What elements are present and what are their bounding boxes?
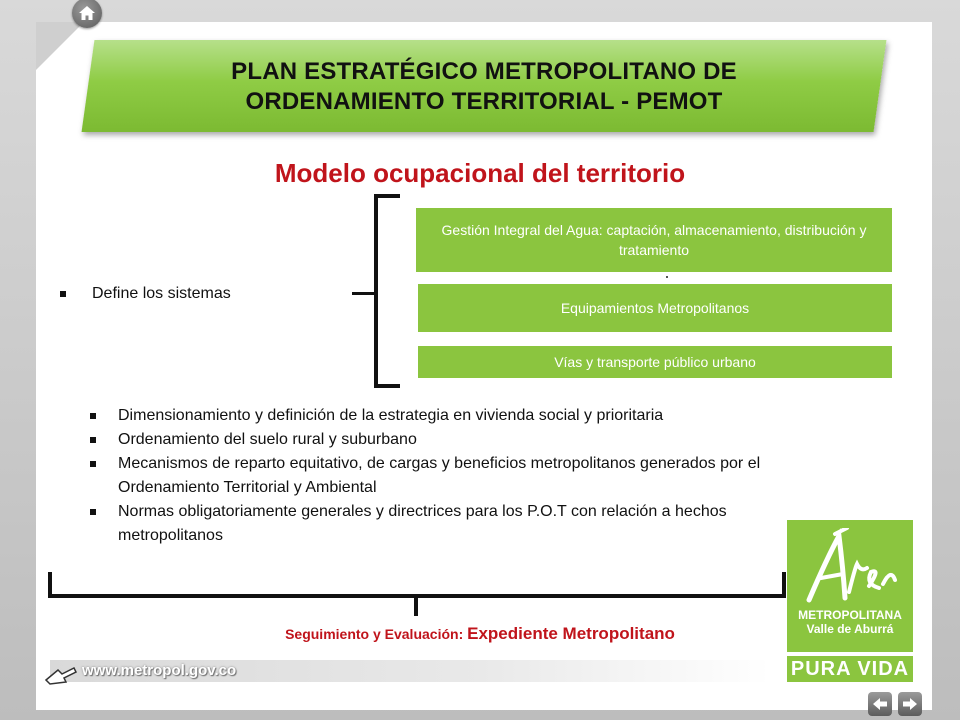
bracket-stem (352, 292, 376, 295)
pointer-hand-icon (44, 664, 78, 686)
list-item (86, 404, 846, 428)
list-item-text: Normas obligatoriamente generales y directrices para los P.O.T con relación a hechos metropolitanos (118, 503, 727, 544)
seguimiento-value: Expediente Metropolitano (467, 624, 675, 643)
website-url[interactable]: www.metropol.gov.co (82, 662, 237, 679)
area-metropolitana-logo (787, 520, 913, 652)
system-item-agua: Gestión Integral del Agua: captación, almacenamiento, distribución y tratamiento (441, 222, 867, 258)
prev-slide-button[interactable] (868, 692, 892, 716)
logo-name (787, 608, 913, 636)
arrow-left-icon (872, 697, 888, 711)
bullet-square (90, 461, 96, 467)
list-item-text: Ordenamiento del suelo rural y suburbano (118, 431, 417, 448)
page-title (88, 52, 880, 122)
home-icon (78, 5, 96, 21)
list-item-text: Dimensionamiento y definición de la estrategia en vivienda social y prioritaria (118, 407, 664, 424)
pura-vida-tagline: PURA VIDA (787, 656, 913, 682)
next-slide-button[interactable] (898, 692, 922, 716)
system-box-equipamientos (418, 284, 892, 332)
define-systems-row (60, 285, 231, 303)
define-systems-label: Define los sistemas (92, 285, 231, 302)
separator-dot (666, 276, 668, 278)
logo-line-2: Valle de Aburrá (806, 622, 894, 636)
system-box-vias (418, 346, 892, 378)
bullet-square (90, 413, 96, 419)
bullet-list (86, 404, 846, 548)
list-item (86, 452, 846, 500)
arrow-right-icon (902, 697, 918, 711)
page-fold (36, 22, 84, 70)
seguimiento-prefix: Seguimiento y Evaluación: (285, 626, 464, 642)
system-item-vias: Vías y transporte público urbano (554, 354, 756, 370)
logo-line-1: METROPOLITANA (798, 608, 902, 622)
bracket-bottom-arm (374, 384, 400, 388)
bullet-square (90, 437, 96, 443)
title-line-1: PLAN ESTRATÉGICO METROPOLITANO DE (231, 58, 737, 85)
bottom-bracket-right (782, 572, 786, 598)
list-item (86, 428, 846, 452)
section-subtitle: Modelo ocupacional del territorio (274, 158, 686, 188)
bullet-square (60, 291, 66, 297)
area-script-logo (799, 528, 899, 608)
bottom-bracket-stem (414, 596, 418, 616)
bullet-square (90, 509, 96, 515)
system-item-equipamientos: Equipamientos Metropolitanos (560, 300, 750, 316)
list-item (86, 500, 846, 548)
bracket-top-arm (374, 194, 400, 198)
bracket-spine (374, 194, 378, 388)
title-line-2: ORDENAMIENTO TERRITORIAL - PEMOT (245, 88, 723, 115)
list-item-text: Mecanismos de reparto equitativo, de cargas y beneficios metropolitanos generados por el Ordenamiento Territorial y Ambiental (118, 455, 761, 496)
system-box-agua (416, 208, 892, 272)
